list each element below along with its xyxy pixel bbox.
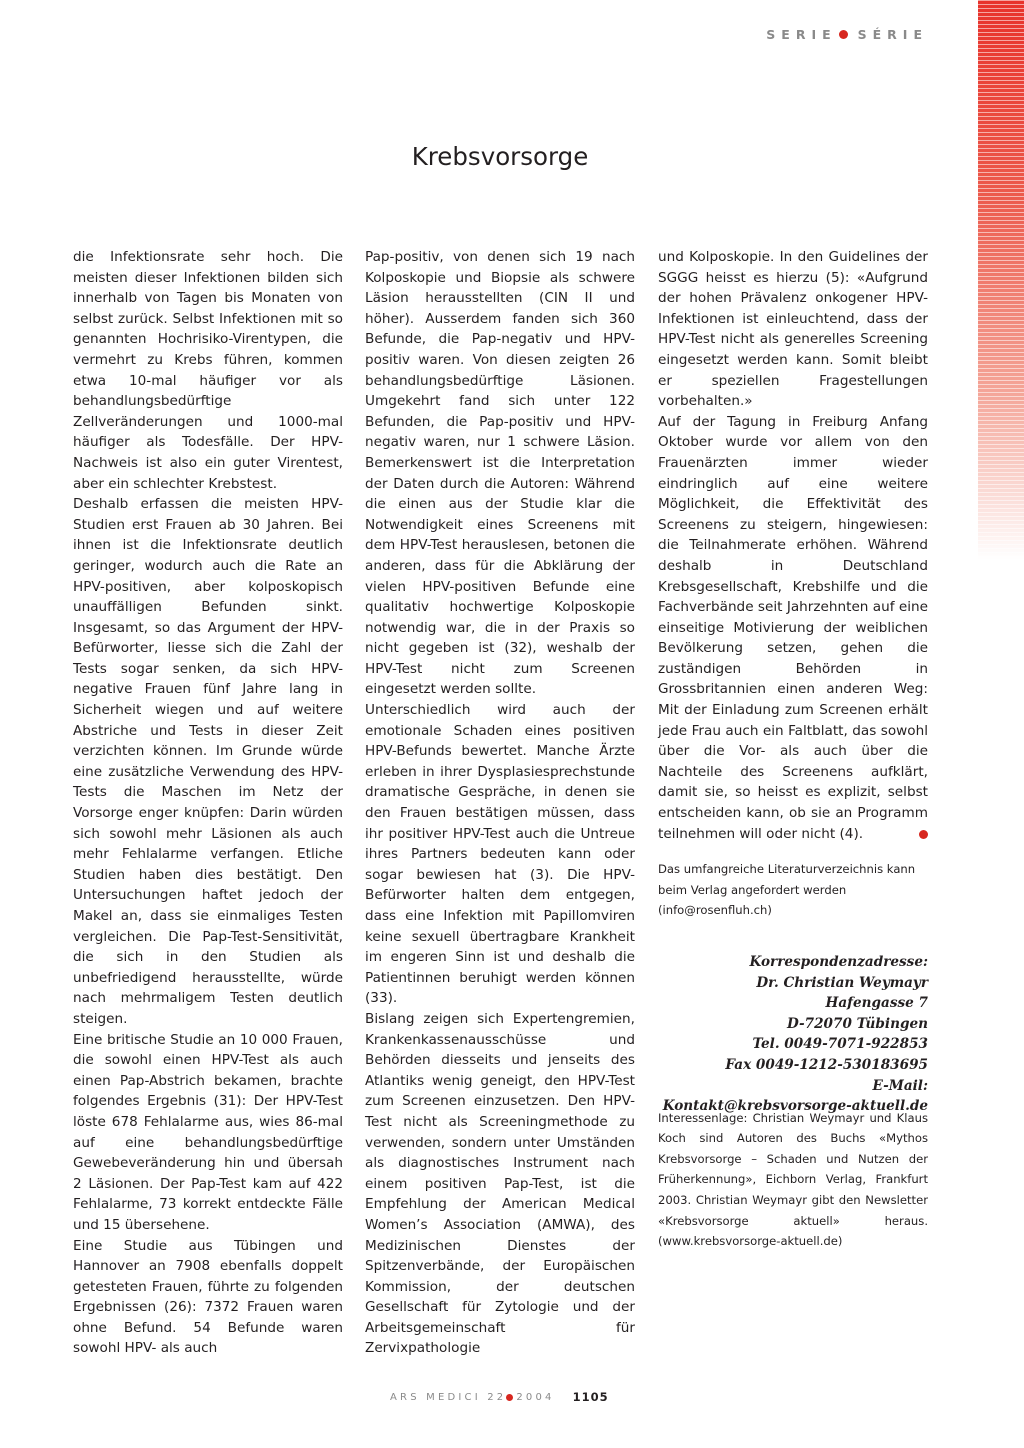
decorative-side-bar <box>978 0 1024 560</box>
literature-note: Das umfangreiche Literaturverzeichnis kann beim Verlag angefordert werden (info@rosenfluh.ch) <box>658 862 916 918</box>
page-title: Krebsvorsorge <box>411 142 589 171</box>
paragraph: Eine Studie aus Tübingen und Hannover an 7908 ebenfalls doppelt getesteten Frauen, führte zu folgenden Ergebnissen (26): 7372 Frauen waren ohne Befund. 54 Befunde waren sowohl HPV- als auch <box>73 1237 343 1357</box>
series-label-fr: SÉRIE <box>857 27 928 42</box>
article-column-2 <box>365 247 635 1359</box>
article-column-1 <box>73 247 343 1359</box>
address-email: Kontakt@krebsvorsorge-aktuell.de <box>662 1098 928 1115</box>
paragraph: Unterschiedlich wird auch der emotionale Schaden eines positiven HPV-Befunds bewertet. Manche Ärzte erleben in ihrer Dysplasiesprechstunde dramatische Gespräche, in denen sie den Frauen bestätigen müssen, dass ihr positiver HPV-Test auch die Untreue ihres Partners bedeuten kann oder sogar bewiesen hat (3). Die HPV-Befürworter halten dem entgegen, dass eine Infektion mit Papillomviren keine sexuell übertragbare Krankheit im engeren Sinn ist und deshalb die Patientinnen beruhigt werden können (33). <box>365 702 635 1007</box>
series-header <box>766 27 928 42</box>
address-street: Hafengasse 7 <box>825 995 928 1012</box>
series-dot-icon <box>839 30 848 39</box>
correspondence-address <box>658 952 928 1117</box>
article-column-3 <box>658 247 928 1117</box>
paragraph: Bislang zeigen sich Expertengremien, Krankenkassenausschüsse und Behörden diesseits und jenseits des Atlantiks wenig geneigt, den HPV-Test zum Screenen einzusetzen. Den HPV-Test nicht als Screeningmethode zu verwenden, sondern unter Umständen als diagnostisches Instrument nach einem positiven Pap-Test, ist die Empfehlung der American Medical Women’s Association (AMWA), des Medizinischen Dienstes der Spitzenverbände, der Europäischen Kommission, der deutschen Gesellschaft für Zytologie und der Arbeitsgemeinschaft für Zervixpathologie <box>365 1010 635 1357</box>
paragraph-with-end-mark <box>658 412 928 844</box>
address-fax: Fax 0049-1212-530183695 <box>725 1056 928 1073</box>
paragraph: Eine britische Studie an 10 000 Frauen, die sowohl einen HPV-Test als auch einen Pap-Abstrich bekamen, brachte folgendes Ergebnis (31): Der HPV-Test löste 678 Fehlalarme aus, wies 86-mal auf eine behandlungsbedürftige Gewebeveränderung hin und übersah 2 Läsionen. Der Pap-Test kam auf 422 Fehlalarme, 73 korrekt entdeckte Fälle und 15 übersehene. <box>73 1031 343 1233</box>
paragraph-text: Auf der Tagung in Freiburg Anfang Oktober wurde vor allem von den Frauenärzten immer wieder eindringlich auf eine weitere Möglichkeit, die Effektivität des Screenens zu steigern, hingewiesen: die Teilnahmerate erhöhen. Während deshalb in Deutschland Krebsgesellschaft, Krebshilfe und die Fachverbände seit Jahrzehnten auf eine einseitige Motivierung der weiblichen Bevölkerung setzen, gehen die zuständigen Behörden in Grossbritannien einen anderen Weg: Mit der Einladung zum Screenen erhält jede Frau auch ein Faltblatt, das sowohl über die Vor- als auch über die Nachteile des Screenens aufklärt, damit sie, so heisst es explizit, selbst entscheiden kann, ob sie an Programm teilnehmen will oder nicht (4). <box>658 413 928 842</box>
page-number: 1105 <box>572 1390 609 1404</box>
page-footer <box>390 1390 609 1404</box>
address-name: Dr. Christian Weymayr <box>756 974 928 991</box>
end-of-article-dot-icon <box>919 830 928 839</box>
paragraph: Deshalb erfassen die meisten HPV-Studien erst Frauen ab 30 Jahren. Bei ihnen ist die Infektionsrate deutlich geringer, wodurch auch die Rate an HPV-positiven, aber kolposkopisch unauffälligen Befunden sinkt. Insgesamt, so das Argument der HPV-Befürworter, liesse sich die Zahl der Tests sogar senken, da sich HPV-negative Frauen fünf Jahre lang in Sicherheit wiegen und auf weitere Abstriche und Tests in dieser Zeit verzichten können. Im Grunde würde eine zusätzliche Verwendung des HPV-Tests die Maschen im Netz der Vorsorge enger knüpfen: Darin würden sich sowohl mehr Läsionen als auch mehr Fehlalarme verfangen. Etliche Studien haben dies bestätigt. Den Untersuchungen haftet jedoch der Makel an, dass sie einmaliges Testen vergleichen. Die Pap-Test-Sensitivität, die sich in den Studien als unbefriedigend herausstellte, würde nach mehrmaligem Testen deutlich steigen. <box>73 496 343 1027</box>
paragraph: die Infektionsrate sehr hoch. Die meisten dieser Infektionen bilden sich innerhalb von Tagen bis Monaten von selbst zurück. Selbst Infektionen mit so genannten Hochrisiko-Virentypen, die vermehrt zu Krebs führen, kommen etwa 10-mal häufiger vor als behandlungsbedürftige Zellveränderungen und 1000-mal häufiger als Todesfälle. Der HPV-Nachweis ist also ein guter Virentest, aber ein schlechter Krebstest. <box>73 249 343 492</box>
address-email-label: E-Mail: <box>872 1077 928 1094</box>
address-tel: Tel. 0049-7071-922853 <box>752 1036 928 1053</box>
interest-note: Interessenlage: Christian Weymayr und Klaus Koch sind Autoren des Buchs «Mythos Krebsvorsorge – Schaden und Nutzen der Früherkennung», Eichborn Verlag, Frankfurt 2003. Christian Weymayr gibt den Newsletter «Krebsvorsorge aktuell» heraus. (www.krebsvorsorge-aktuell.de) <box>658 1110 928 1249</box>
series-label-de: SERIE <box>766 27 837 42</box>
paragraph: Pap-positiv, von denen sich 19 nach Kolposkopie und Biopsie als schwere Läsion herausstellten (CIN II und höher). Ausserdem fanden sich 360 Befunde, die Pap-negativ und HPV-positiv waren. Von diesen zeigten 26 behandlungsbedürftige Läsionen. Umgekehrt fand sich unter 122 Befunden, die Pap-positiv und HPV-negativ waren, nur 1 schwere Läsion. Bemerkenswert ist die Interpretation der Daten durch die Autoren: Während die einen aus der Studie klar die Notwendigkeit eines Screenens mit dem HPV-Test herauslesen, betonen die anderen, dass für die Abklärung der vielen HPV-positiven Befunde eine qualitativ hochwertige Kolposkopie notwendig war, die in der Praxis so nicht gegeben ist (32), weshalb der HPV-Test nicht zum Screenen eingesetzt werden sollte. <box>365 249 635 698</box>
address-heading: Korrespondenzadresse: <box>749 954 928 970</box>
address-city: D-72070 Tübingen <box>786 1015 928 1032</box>
journal-year: 2004 <box>516 1391 555 1403</box>
paragraph: und Kolposkopie. In den Guidelines der SGGG heisst es hierzu (5): «Aufgrund der hohen Prävalenz onkogener HPV-Infektionen ist einleuchtend, dass der HPV-Test nicht als generelles Screening eingesetzt werden kann. Somit bleibt er speziellen Fragestellungen vorbehalten.» <box>658 249 928 410</box>
footer-dot-icon <box>506 1394 513 1401</box>
journal-name: ARS MEDICI 22 <box>390 1391 507 1403</box>
